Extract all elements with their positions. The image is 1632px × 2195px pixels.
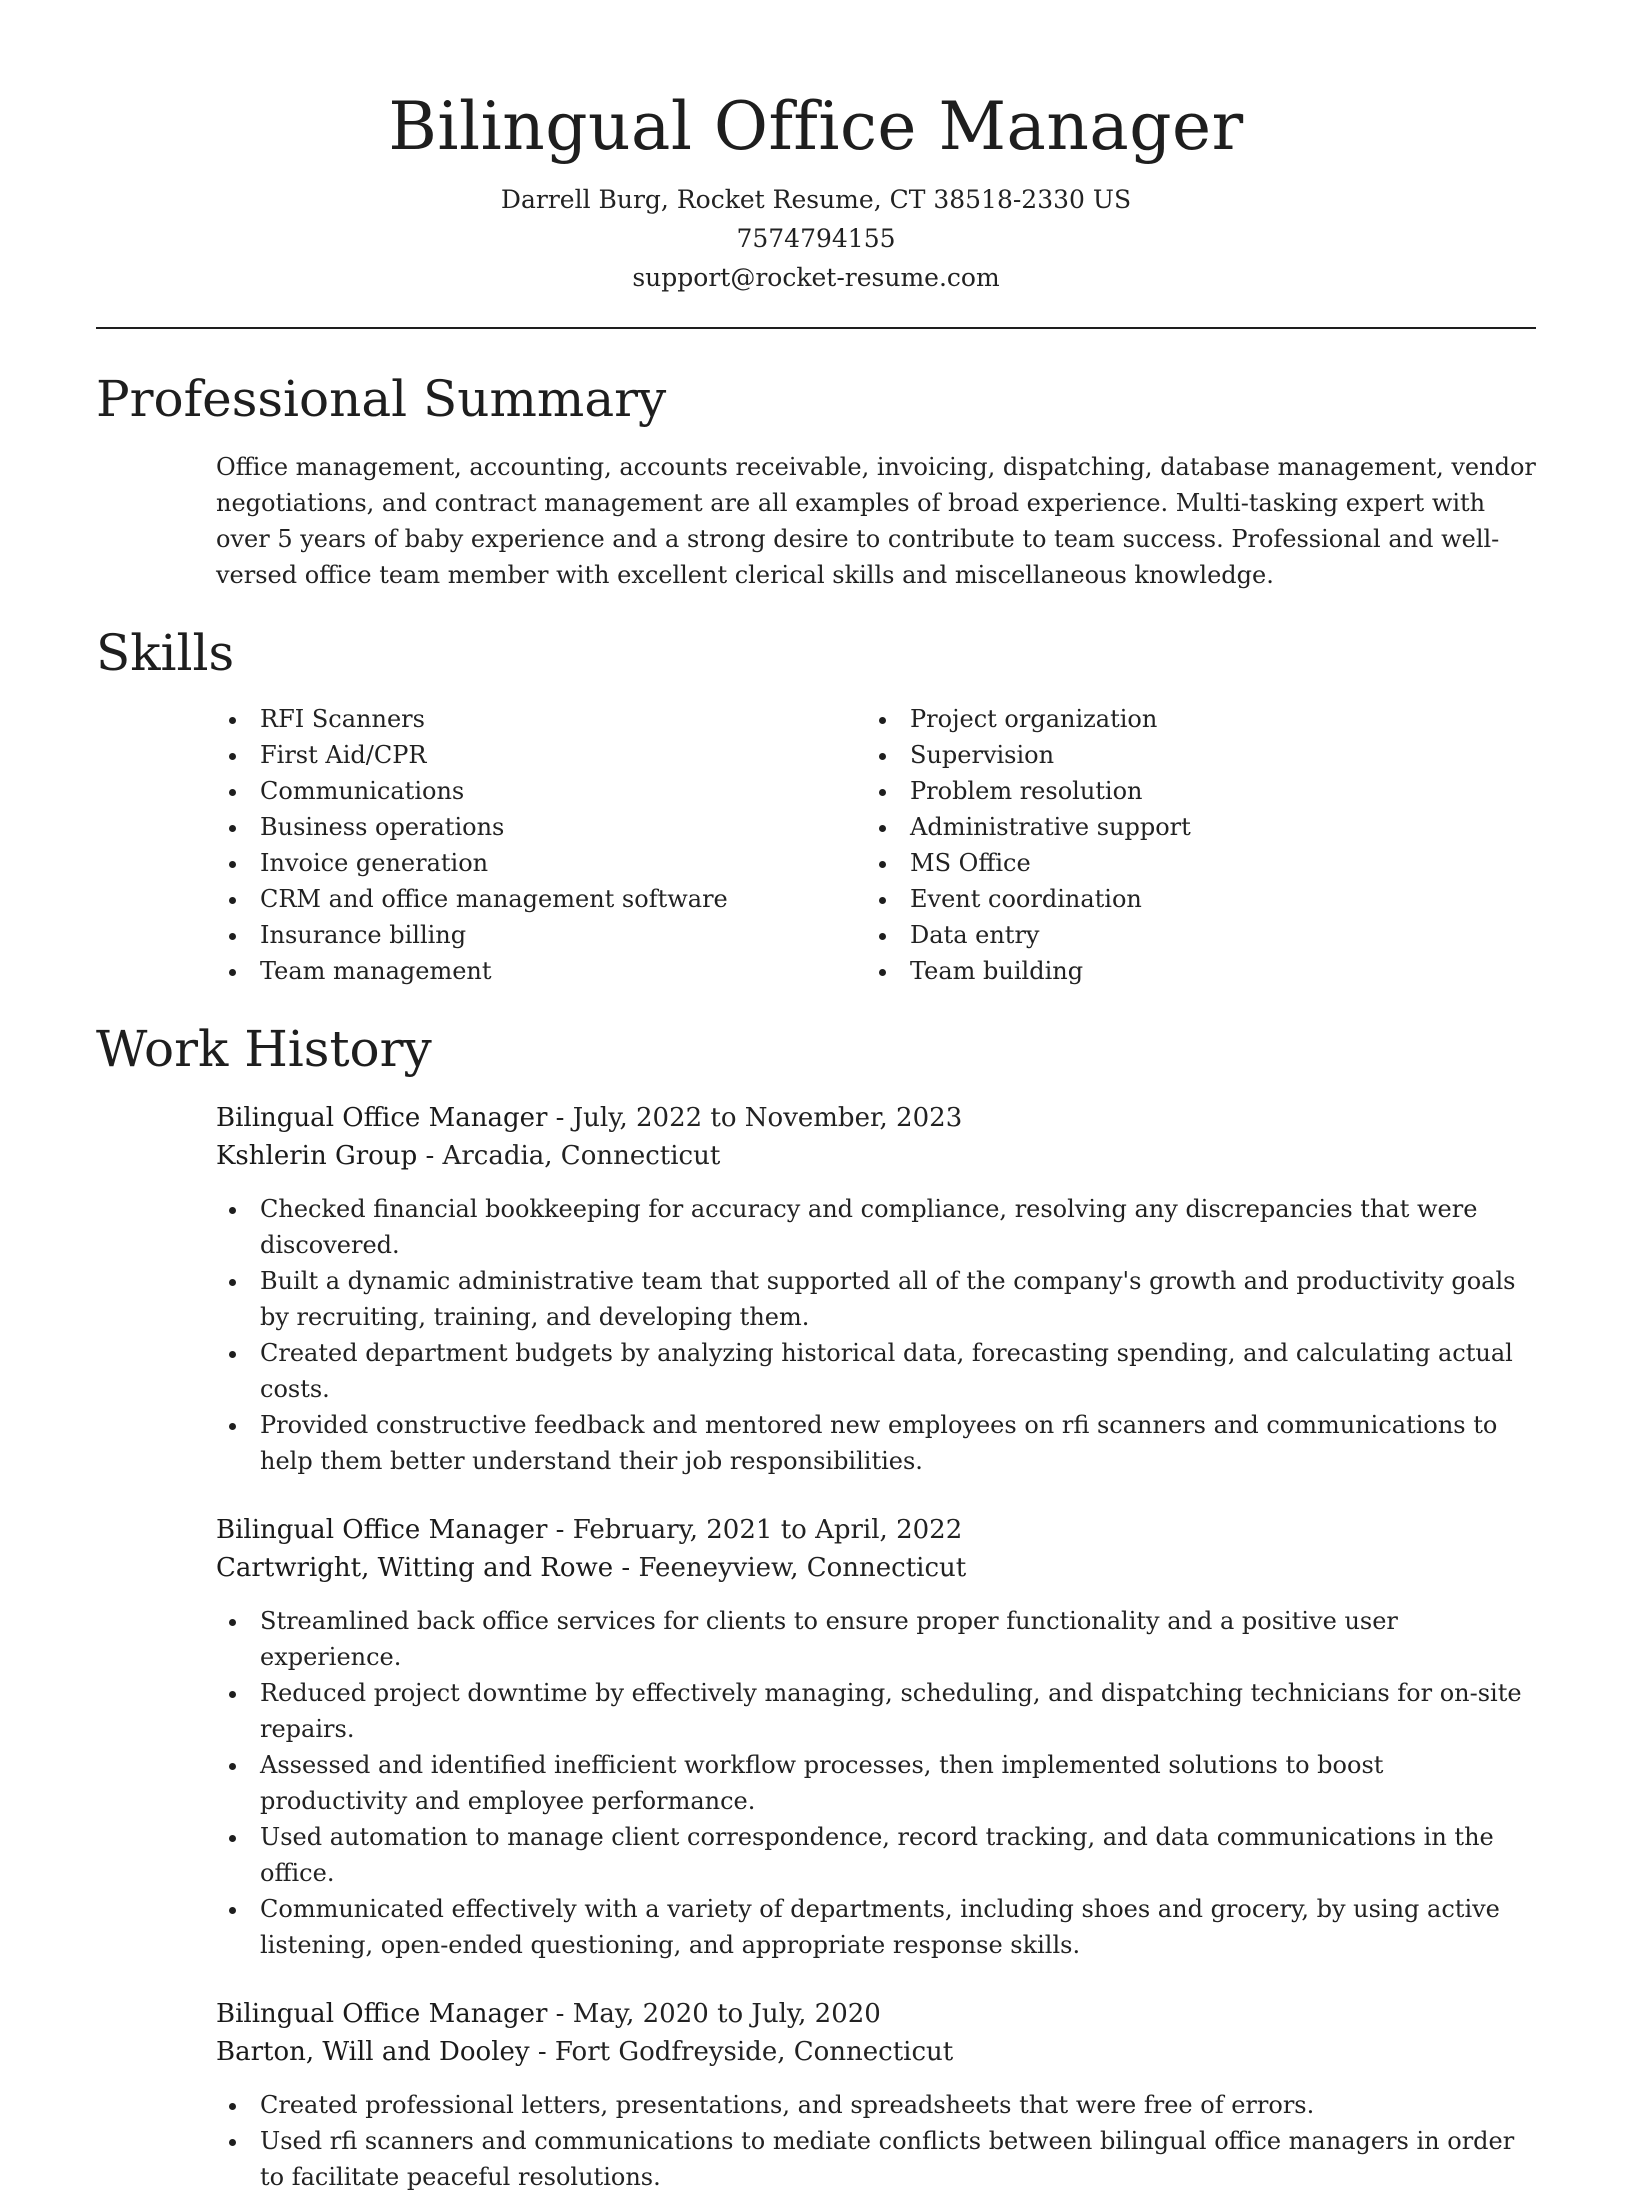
skills-left-column bbox=[216, 701, 866, 989]
job-bullets bbox=[216, 2087, 1536, 2195]
resume-page bbox=[96, 0, 1536, 2195]
job-company: Barton, Will and Dooley bbox=[216, 2037, 530, 2067]
job-dates: July, 2022 to November, 2023 bbox=[572, 1103, 963, 1133]
contact-email: support@rocket-resume.com bbox=[632, 263, 1000, 292]
job-entry bbox=[216, 1511, 1536, 1963]
job-bullet: Created professional letters, presentations, and spreadsheets that were free of errors. bbox=[216, 2087, 1536, 2123]
skills-columns bbox=[216, 701, 1536, 989]
separator: - bbox=[613, 1553, 639, 1583]
summary-text: Office management, accounting, accounts receivable, invoicing, dispatching, database management, vendor negotiations, and contract management are all examples of broad experience. Multi-tasking expert with over 5 years of baby experience and a strong desire to contribute to team success. Professional and well-versed office team member with excellent clerical skills and miscellaneous knowledge. bbox=[216, 453, 1536, 589]
separator: - bbox=[547, 1515, 573, 1545]
skills-heading: Skills bbox=[96, 624, 235, 682]
separator: - bbox=[529, 2037, 555, 2067]
skill-item: Business operations bbox=[216, 809, 866, 845]
job-bullet: Used rfi scanners and communications to mediate conflicts between bilingual office managers in order to facilitate peaceful resolutions. bbox=[216, 2123, 1536, 2195]
skill-item: MS Office bbox=[866, 845, 1516, 881]
skills-right-column bbox=[866, 701, 1516, 989]
job-location: Fort Godfreyside, Connecticut bbox=[554, 2037, 954, 2067]
job-role: Bilingual Office Manager bbox=[216, 1103, 548, 1133]
job-location: Feeneyview, Connecticut bbox=[638, 1553, 967, 1583]
skill-item: Invoice generation bbox=[216, 845, 866, 881]
job-bullet: Communicated effectively with a variety of departments, including shoes and grocery, by using active listening, open-ended questioning, and appropriate response skills. bbox=[216, 1891, 1536, 1963]
job-title-line bbox=[216, 1995, 1536, 2033]
resume-title: Bilingual Office Manager bbox=[388, 88, 1244, 165]
skill-item: Project organization bbox=[866, 701, 1516, 737]
job-bullet: Used automation to manage client correspondence, record tracking, and data communications in the office. bbox=[216, 1819, 1536, 1891]
job-entry bbox=[216, 1995, 1536, 2195]
skill-item: Event coordination bbox=[866, 881, 1516, 917]
separator: - bbox=[547, 1103, 573, 1133]
job-bullet: Checked financial bookkeeping for accuracy and compliance, resolving any discrepancies that were discovered. bbox=[216, 1191, 1536, 1263]
skill-item: Communications bbox=[216, 773, 866, 809]
skill-item: Data entry bbox=[866, 917, 1516, 953]
skill-item: Team building bbox=[866, 953, 1516, 989]
skill-item: RFI Scanners bbox=[216, 701, 866, 737]
work-history-heading: Work History bbox=[96, 1020, 432, 1078]
skill-item: First Aid/CPR bbox=[216, 737, 866, 773]
job-bullet: Assessed and identified inefficient workflow processes, then implemented solutions to boost productivity and employee performance. bbox=[216, 1747, 1536, 1819]
job-company-line bbox=[216, 1549, 1536, 1587]
job-company-line bbox=[216, 2033, 1536, 2071]
job-bullet: Built a dynamic administrative team that supported all of the company's growth and productivity goals by recruiting, training, and developing them. bbox=[216, 1263, 1536, 1335]
separator: - bbox=[417, 1141, 443, 1171]
separator: - bbox=[547, 1999, 573, 2029]
job-company-line bbox=[216, 1137, 1536, 1175]
job-title-line bbox=[216, 1099, 1536, 1137]
skill-item: Insurance billing bbox=[216, 917, 866, 953]
job-company: Cartwright, Witting and Rowe bbox=[216, 1553, 614, 1583]
job-bullets bbox=[216, 1603, 1536, 1963]
job-location: Arcadia, Connecticut bbox=[442, 1141, 721, 1171]
contact-phone: 7574794155 bbox=[736, 224, 896, 253]
job-title-line bbox=[216, 1511, 1536, 1549]
contact-address: Darrell Burg, Rocket Resume, CT 38518-2330 US bbox=[500, 185, 1132, 214]
job-role: Bilingual Office Manager bbox=[216, 1999, 548, 2029]
job-role: Bilingual Office Manager bbox=[216, 1515, 548, 1545]
job-bullet: Streamlined back office services for clients to ensure proper functionality and a positive user experience. bbox=[216, 1603, 1536, 1675]
skill-item: Team management bbox=[216, 953, 866, 989]
job-company: Kshlerin Group bbox=[216, 1141, 418, 1171]
job-entry bbox=[216, 1099, 1536, 1479]
job-dates: February, 2021 to April, 2022 bbox=[572, 1515, 963, 1545]
contact-block bbox=[96, 180, 1536, 297]
header-divider bbox=[96, 327, 1536, 329]
job-bullets bbox=[216, 1191, 1536, 1479]
summary-heading: Professional Summary bbox=[96, 370, 667, 428]
skill-item: Supervision bbox=[866, 737, 1516, 773]
job-bullet: Created department budgets by analyzing historical data, forecasting spending, and calculating actual costs. bbox=[216, 1335, 1536, 1407]
skill-item: CRM and office management software bbox=[216, 881, 866, 917]
job-dates: May, 2020 to July, 2020 bbox=[572, 1999, 881, 2029]
skill-item: Problem resolution bbox=[866, 773, 1516, 809]
skill-item: Administrative support bbox=[866, 809, 1516, 845]
job-bullet: Provided constructive feedback and mentored new employees on rfi scanners and communications to help them better understand their job responsibilities. bbox=[216, 1407, 1536, 1479]
job-bullet: Reduced project downtime by effectively managing, scheduling, and dispatching technicians for on-site repairs. bbox=[216, 1675, 1536, 1747]
